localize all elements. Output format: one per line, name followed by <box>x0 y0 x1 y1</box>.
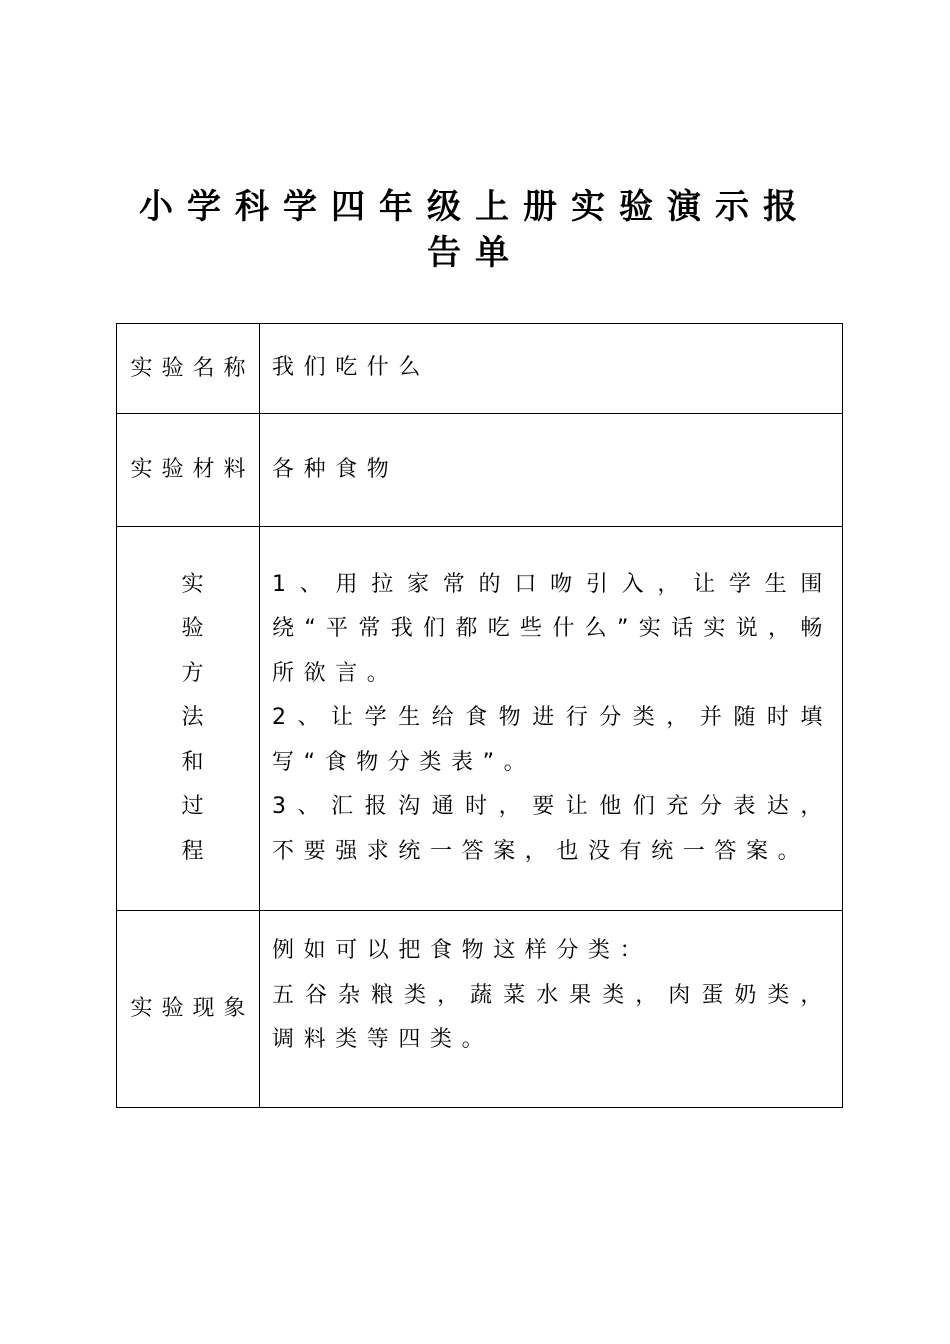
table-row-materials <box>117 414 843 527</box>
report-table <box>116 323 843 1108</box>
value-experiment-name <box>260 324 843 414</box>
method-step-2: 2、让学生给食物进行分类，并随时填写“食物分类表”。 <box>272 705 832 775</box>
table-row-method <box>117 527 843 911</box>
label-phenomenon: 实验现象 <box>117 911 260 1108</box>
page-title <box>118 184 832 276</box>
phenomenon-line-1: 例如可以把食物这样分类： <box>272 938 652 963</box>
label-method-char: 验 <box>181 616 204 642</box>
page-title-line-2: 告单 <box>427 233 523 273</box>
method-step-3: 3、汇报沟通时，要让他们充分表达，不要强求统一答案，也没有统一答案。 <box>272 794 832 864</box>
label-method-char: 和 <box>181 749 204 775</box>
label-experiment-name: 实验名称 <box>117 324 260 414</box>
label-method-char: 实 <box>181 571 204 597</box>
label-materials: 实验材料 <box>117 414 260 527</box>
materials-text: 各种食物 <box>272 456 399 482</box>
table-row-experiment-name <box>117 324 843 414</box>
value-phenomenon <box>260 911 843 1108</box>
label-method-char: 方 <box>181 660 204 686</box>
experiment-name-text: 我们吃什么 <box>272 355 431 381</box>
value-materials <box>260 414 843 527</box>
label-method-char: 程 <box>181 838 204 864</box>
value-method <box>260 527 843 911</box>
label-method <box>117 527 260 911</box>
method-step-1: 1、用拉家常的口吻引入，让学生围绕“平常我们都吃些什么”实话实说，畅所欲言。 <box>272 571 832 686</box>
label-method-char: 过 <box>181 794 204 820</box>
label-method-char: 法 <box>181 705 204 731</box>
page-title-line-1: 小学科学四年级上册实验演示报 <box>139 187 811 227</box>
phenomenon-line-2: 五谷杂粮类，蔬菜水果类，肉蛋奶类，调料类等四类。 <box>272 982 832 1052</box>
table-row-phenomenon <box>117 911 843 1108</box>
